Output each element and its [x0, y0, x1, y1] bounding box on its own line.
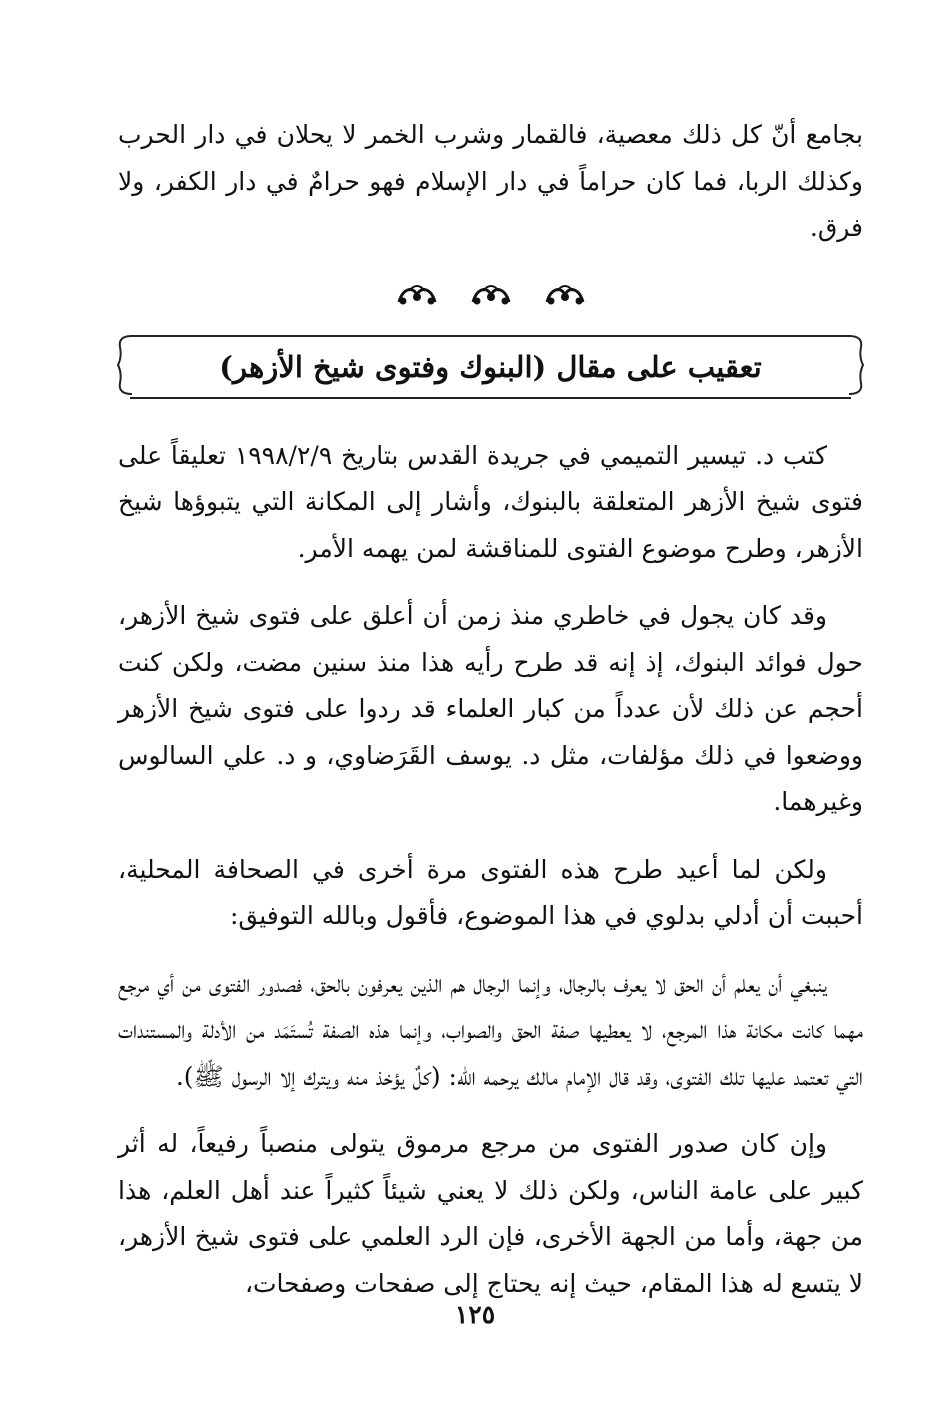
floral-ornament-icon: [395, 282, 439, 308]
paragraph-continued: بجامع أنّ كل ذلك معصية، فالقمار وشرب الخمر لا يحلان في دار الحرب وكذلك الربا، فما كان حراماً في دار الإسلام فهو حرامٌ في دار الكفر، ولا فرق.: [118, 120, 863, 242]
frame-bracket-left-icon: [116, 335, 134, 395]
section-title-frame: [130, 335, 851, 399]
page-body: [118, 112, 863, 1328]
paragraph: وإن كان صدور الفتوى من مرجع مرموق يتولى منصباً رفيعاً، له أثر كبير على عامة الناس، ولكن ذلك لا يعني شيئاً كثيراً عند أهل العلم، هذا من جهة، وأما من الجهة الأخرى، فإن الرد العلمي على فتوى شيخ الأزهر، لا يتسع له هذا المقام، حيث إنه يحتاج إلى صفحات وصفحات،: [118, 1129, 863, 1298]
floral-ornament-icon: [543, 282, 587, 308]
paragraph: وقد كان يجول في خاطري منذ زمن أن أعلق على فتوى شيخ الأزهر، حول فوائد البنوك، إذ إنه قد طرح رأيه هذا منذ سنين مضت، ولكن كنت أحجم عن ذلك لأن عدداً من كبار العلماء قد ردوا على فتوى شيخ الأزهر ووضعوا في ذلك مؤلفات، مثل د. يوسف القَرَضاوي، و د. علي السالوس وغيرهما.: [118, 601, 863, 816]
paragraph: ينبغي أن يعلم أن الحق لا يعرف بالرجال، وإنما الرجال هم الذين يعرفون بالحق، فصدور الفتوى من أي مرجع مهما كانت مكانة هذا المرجع، لا يعطيها صفة الحق والصواب، وإنما هذه الصفة تُستَمَد من الأدلة والمستندات التي تعتمد عليها تلك الفتوى، وقد قال الإمام مالك يرحمه الله: (كلٌ يؤخذ منه ويترك إلا الرسول ﷺ).: [118, 968, 863, 1091]
page-number: ١٢٥: [454, 1300, 496, 1329]
paragraph: كتب د. تيسير التميمي في جريدة القدس بتاريخ ١٩٩٨/٢/٩ تعليقاً على فتوى شيخ الأزهر المتعلقة بالبنوك، وأشار إلى المكانة التي يتبوؤها شيخ الأزهر، وطرح موضوع الفتوى للمناقشة لمن يهمه الأمر.: [118, 440, 863, 563]
frame-bracket-right-icon: [847, 335, 865, 395]
paragraph: ولكن لما أعيد طرح هذه الفتوى مرة أخرى في الصحافة المحلية، أحببت أن أدلي بدلوي في هذا الموضوع، فأقول وبالله التوفيق:: [118, 854, 863, 930]
floral-ornament-icon: [469, 282, 513, 308]
section-title: تعقيب على مقال (البنوك وفتوى شيخ الأزهر): [219, 349, 762, 384]
section-ornament: [118, 267, 863, 323]
